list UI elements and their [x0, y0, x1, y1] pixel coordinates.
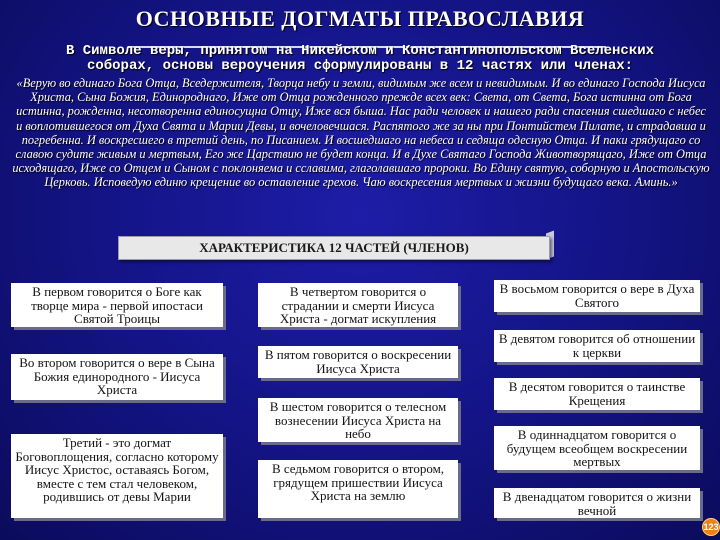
creed-text: «Верую во единаго Бога Отца, Вседержителя, Творца небу и земли, видимым же всем и невидимым. И во единаго Господа Иисуса Христа, Сына Божия, Единороднаго, Иже от Отца рожденного прежде всех век: Света, от Света, Бога истинна от Бога истинна, рожденна, несотворенна единосущна Отцу, Иже вся быша. Нас ради человек и нашего ради спасения сшедшаго с небес и воплотившегося от Духа Свята и Марии Девы, и вочеловечшася. Распятого же за ны при Понтийстем Пилате, и страдавша и погребенна. И воскресшего в третий день, по Писанием. И восшедшаго на небеса и седяща одесную Отца. И паки грядущаго со славою судите живым и мертвым, Его же Царствию не будет конца. И в Духе Святаго Господа Животворящаго, Иже от Отца исходящаго, Иже со Отцем и Сыном с поклоняема и сславима, глаголавшаго пророки. Во Едину святую, соборную и Апостольскую Церковь. Исповедую единю крещение во оставление грехов. Чаю воскресения мертвых и жизни будущаго века. Аминь.»: [12, 76, 710, 190]
member-box-4: В четвертом говорится о страдании и смерти Иисуса Христа - догмат искупления: [258, 283, 458, 327]
slide-subtitle: В Символе веры, принятом на Никейском и Константинопольском Вселенских соборах, основы вероучения сформулированы в 12 частях или членах:: [65, 43, 655, 74]
page-number-badge: 123: [702, 518, 720, 536]
section-banner: [118, 236, 550, 260]
member-box-3: Третий - это догмат Боговоплощения, согласно которому Иисус Христос, оставаясь Богом, вместе с тем стал человеком, родившись от девы Марии: [11, 434, 223, 518]
member-box-7: В седьмом говорится о втором, грядущем пришествии Иисуса Христа на землю: [258, 460, 458, 518]
member-box-6: В шестом говорится о телесном вознесении Иисуса Христа на небо: [258, 398, 458, 442]
slide-title: ОСНОВНЫЕ ДОГМАТЫ ПРАВОСЛАВИЯ: [135, 6, 585, 31]
member-box-11: В одиннадцатом говорится о будущем всеобщем воскресении мертвых: [494, 426, 700, 470]
member-box-5: В пятом говорится о воскресении Иисуса Христа: [258, 346, 458, 378]
member-box-12: В двенадцатом говорится о жизни вечной: [494, 488, 700, 518]
member-box-8: В восьмом говорится о вере в Духа Святого: [494, 280, 700, 312]
member-box-10: В десятом говорится о таинстве Крещения: [494, 378, 700, 410]
member-box-1: В первом говорится о Боге как творце мира - первой ипостаси Святой Троицы: [11, 283, 223, 327]
banner-label: ХАРАКТЕРИСТИКА 12 ЧАСТЕЙ (ЧЛЕНОВ): [199, 240, 469, 255]
member-box-2: Во втором говорится о вере в Сына Божия единородного - Иисуса Христа: [11, 354, 223, 400]
member-box-9: В девятом говорится об отношении к церкви: [494, 330, 700, 362]
